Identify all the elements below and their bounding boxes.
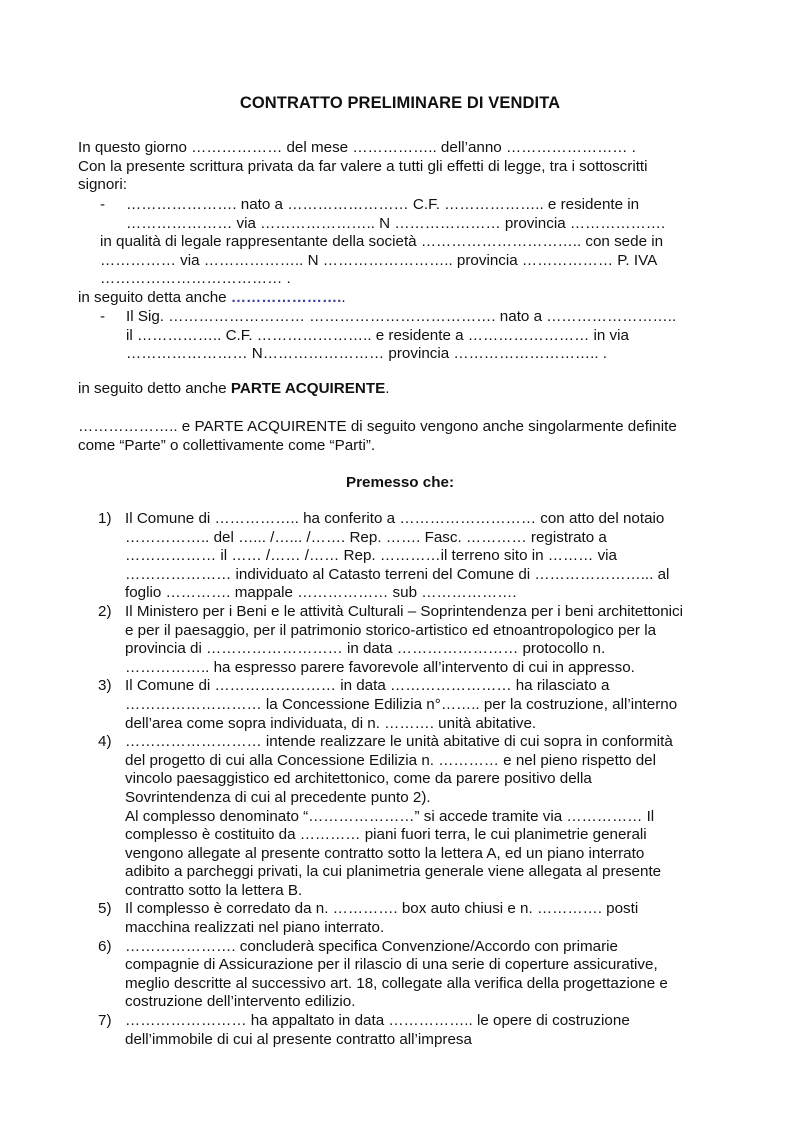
- seller-note: in seguito detta anche …………………..: [78, 289, 346, 306]
- item-line: Sovrintendenza di cui al precedente punto 2).: [125, 788, 431, 806]
- document-title: CONTRATTO PRELIMINARE DI VENDITA: [239, 94, 561, 112]
- list-item: [78, 1012, 728, 1049]
- item-line: macchina realizzati nel piano interrato.: [125, 919, 385, 937]
- list-item: [78, 938, 728, 1012]
- party1-line: ………………… via ………………….. N ………………… provincia ……………….: [126, 214, 666, 232]
- item-line: vengono allegate al presente contratto sotto la lettera A, ed un piano interrato: [125, 844, 645, 862]
- item-line: vincolo paesaggistico ed architettonico, come da parere positivo della: [125, 770, 592, 788]
- party1-company-line: ……………………………… .: [100, 270, 291, 288]
- party1-dash: -: [100, 196, 106, 213]
- item-line: meglio descritte al successivo art. 18, collegate alla verifica della progettazione e: [125, 974, 668, 992]
- definition-line: ……………….. e PARTE ACQUIRENTE di seguito vengono anche singolarmente definite: [78, 418, 677, 435]
- party1-company-line: …………… via ……………….. N …………………….. provincia ……………… P. IVA: [100, 251, 658, 269]
- item-line: ……………………… intende realizzare le unità abitative di cui sopra in conformità: [125, 733, 673, 751]
- party1-company-line: in qualità di legale rappresentante della società ………………………….. con sede in: [100, 233, 664, 251]
- item-line: Al complesso denominato “…………………” si accede tramite via …………… Il: [125, 807, 655, 825]
- item-line: ……………… il …… /…… /…… Rep. …………il terreno sito in ……… via: [125, 547, 617, 565]
- item-line: dell’immobile di cui al presente contratto all’impresa: [125, 1030, 472, 1048]
- item-line: costruzione dell’intervento edilizio.: [125, 993, 356, 1011]
- seller-note-prefix: in seguito detta anche: [78, 289, 231, 306]
- item-line: dell’area come sopra individuata, di n. ………. unità abitative.: [125, 714, 537, 732]
- seller-name-placeholder: ………………….: [230, 289, 342, 306]
- item-number: 1): [98, 510, 112, 527]
- item-line: e per il paesaggio, per il patrimonio storico-artistico ed etnoantropologico per la: [125, 621, 657, 639]
- intro-line: Con la presente scrittura privata da far valere a tutti gli effetti di legge, tra i sottoscritti: [78, 157, 648, 175]
- list-item: [78, 677, 728, 733]
- item-line: del progetto di cui alla Concessione Edilizia n. ………… e nel pieno rispetto del: [125, 751, 657, 769]
- buyer-note-suffix: .: [385, 380, 390, 397]
- buyer-note: [78, 380, 718, 399]
- item-line: Il complesso è corredato da n. …………. box auto chiusi e n. …………. posti: [125, 900, 639, 918]
- item-line: ………………… individuato al Catasto terreni del Comune di …………………... al: [125, 565, 670, 583]
- item-number: 6): [98, 937, 112, 955]
- item-line: adibito a parcheggi privati, la cui planimetria generale viene allegata al presente: [125, 863, 662, 881]
- list-item: [78, 733, 728, 900]
- intro-paragraph: [78, 139, 718, 195]
- premesso-heading: Premesso che:: [345, 474, 455, 491]
- list-item: [78, 900, 728, 937]
- item-line: Il Ministero per i Beni e le attività Culturali – Soprintendenza per i beni architettonici: [125, 602, 684, 620]
- party2-line: il …………….. C.F. ………………….. e residente a …………………… in via: [126, 326, 629, 344]
- item-line: complesso è costituito da ………… piani fuori terra, le cui planimetrie generali: [125, 826, 647, 844]
- item-line: contratto sotto la lettera B.: [125, 881, 303, 899]
- item-line: …………………. concluderà specifica Convenzione/Accordo con primarie: [125, 937, 618, 955]
- intro-line: In questo giorno ……………… del mese …………….. dell’anno …………………… .: [78, 139, 636, 156]
- item-number: 5): [98, 900, 112, 918]
- item-line: compagnie di Assicurazione per il rilascio di una serie di coperture assicurative,: [125, 956, 658, 974]
- list-item: [78, 603, 728, 677]
- item-line: …………….. ha espresso parere favorevole all’intervento di cui in appresso.: [125, 658, 635, 676]
- parties-definition: [78, 418, 718, 455]
- party2-dash: -: [100, 308, 106, 325]
- item-line: provincia di ……………………… in data …………………… protocollo n.: [125, 640, 606, 658]
- buyer-label: PARTE ACQUIRENTE: [230, 380, 386, 397]
- buyer-note-prefix: in seguito detto anche: [78, 380, 231, 397]
- item-number: 4): [98, 733, 112, 751]
- party1-line: …………………. nato a …………………… C.F. ……………….. e residente in: [126, 196, 640, 213]
- item-line: …………….. del …... /…... /……. Rep. ……. Fasc. ………… registrato a: [125, 528, 607, 546]
- item-line: Il Comune di …………………… in data …………………… ha rilasciato a: [125, 677, 610, 695]
- item-line: Il Comune di …………….. ha conferito a ……………………… con atto del notaio: [125, 510, 665, 527]
- intro-line: signori:: [78, 176, 127, 194]
- item-line: foglio …………. mappale ……………… sub ……………….: [125, 584, 517, 602]
- item-line: ……………………… la Concessione Edilizia n°…….. per la costruzione, all’interno: [125, 695, 678, 713]
- party1-block: [78, 196, 718, 289]
- list-item: [78, 510, 728, 603]
- party2-block: [78, 308, 718, 364]
- item-number: 7): [98, 1012, 112, 1030]
- item-number: 3): [98, 677, 112, 695]
- party2-line: …………………… N…………………… provincia ……………………….. .: [126, 345, 607, 363]
- item-number: 2): [98, 602, 112, 620]
- party2-line: Il Sig. ……………………… ………………………………. nato a ……………………..: [126, 308, 677, 325]
- definition-line: come “Parte” o collettivamente come “Parti”.: [78, 436, 376, 454]
- item-line: …………………… ha appaltato in data …………….. le opere di costruzione: [125, 1012, 630, 1030]
- premises-list: [78, 510, 728, 1049]
